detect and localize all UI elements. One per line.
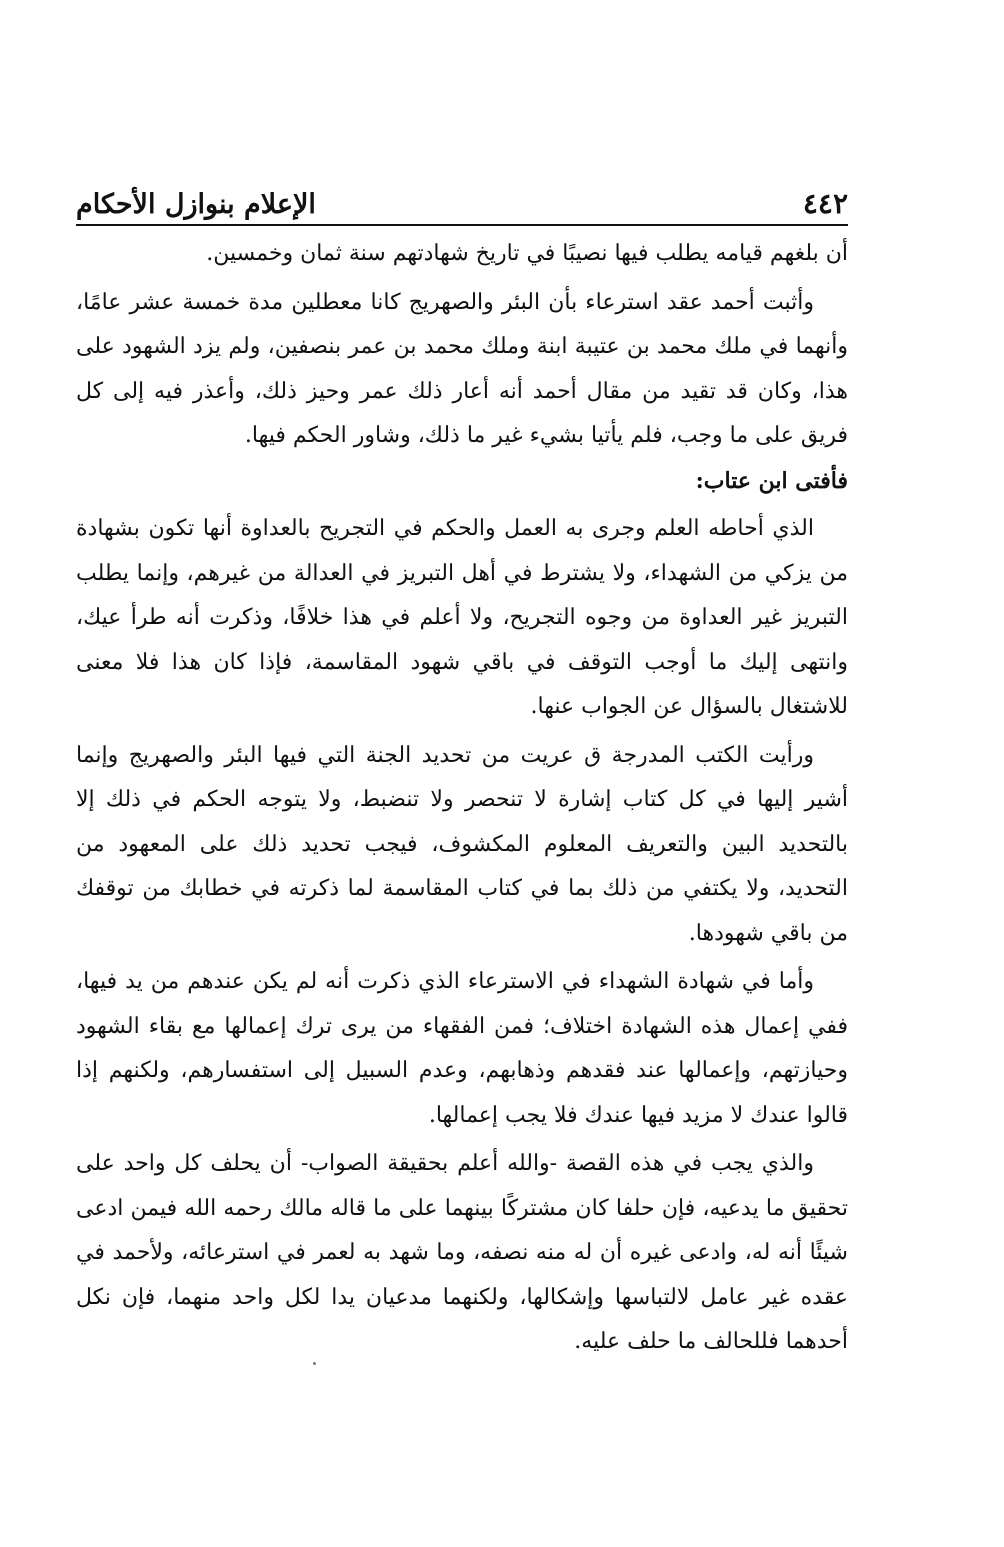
page-number: ٤٤٢	[802, 187, 848, 220]
section-heading-fatwa: فأفتى ابن عتاب:	[695, 467, 848, 494]
page-body	[76, 232, 848, 1365]
running-title: الإعلام بنوازل الأحكام	[76, 189, 316, 220]
document-page	[76, 168, 848, 1365]
scan-speck	[313, 1362, 316, 1365]
paragraph-4: ورأيت الكتب المدرجة ق عريت من تحديد الجنة التي فيها البئر والصهريج وإنما أشير إليها في كل كتاب إشارة لا تنحصر ولا تنضبط، ولا يتوجه الحكم في ذلك إلا بالتحديد البين والتعريف المعلوم المكشوف، فيجب تحديد ذلك على المعهود من التحديد، ولا يكتفي من ذلك بما في كتاب المقاسمة لما ذكرته في خطابك من توقفك من باقي شهودها.	[76, 742, 848, 946]
paragraph-5: وأما في شهادة الشهداء في الاسترعاء الذي ذكرت أنه لم يكن عندهم من يد فيها، ففي إعمال هذه الشهادة اختلاف؛ فمن الفقهاء من يرى ترك إعمالها مع بقاء الشهود وحيازتهم، وإعمالها عند فقدهم وذهابهم، وعدم السبيل إلى استفسارهم، ولكنهم إذا قالوا عندك لا مزيد فيها عندك فلا يجب إعمالها.	[76, 969, 848, 1128]
paragraph-6: والذي يجب في هذه القصة -والله أعلم بحقيقة الصواب- أن يحلف كل واحد على تحقيق ما يدعيه، فإن حلفا كان مشتركًا بينهما على ما قاله مالك رحمه الله فيمن ادعى شيئًا أنه له، وادعى غيره أن له منه نصفه، وما شهد به لعمر في استرعائه، ولأحمد في عقده غير عامل لالتباسها وإشكالها، ولكنهما مدعيان يدا لكل واحد منهما، فإن نكل أحدهما فللحالف ما حلف عليه.	[76, 1151, 848, 1354]
paragraph-2: وأثبت أحمد عقد استرعاء بأن البئر والصهريج كانا معطلين مدة خمسة عشر عامًا، وأنهما في ملك محمد بن عتيبة ابنة وملك محمد بن عمر بنصفين، ولم يزد الشهود على هذا، وكان قد تقيد من مقال أحمد أنه أعار ذلك عمر وحيز ذلك، وأعذر فيه إلى كل فريق على ما وجب، فلم يأتيا بشيء غير ما ذلك، وشاور الحكم فيها.	[76, 289, 848, 448]
paragraph-1: أن بلغهم قيامه يطلب فيها نصيبًا في تاريخ شهادتهم سنة ثمان وخمسين.	[206, 241, 848, 266]
paragraph-3: الذي أحاطه العلم وجرى به العمل والحكم في التجريح بالعداوة أنها تكون بشهادة من يزكي من الشهداء، ولا يشترط في أهل التبريز في العدالة من غيرهم، وإنما يطلب التبريز غير العداوة من وجوه التجريح، ولا أعلم في هذا خلافًا، وذكرت أنه طرأ عيك، وانتهى إليك ما أوجب التوقف في باقي شهود المقاسمة، فإذا كان هذا فلا معنى للاشتغال بالسؤال عن الجواب عنها.	[76, 516, 848, 719]
page-header	[76, 168, 848, 226]
